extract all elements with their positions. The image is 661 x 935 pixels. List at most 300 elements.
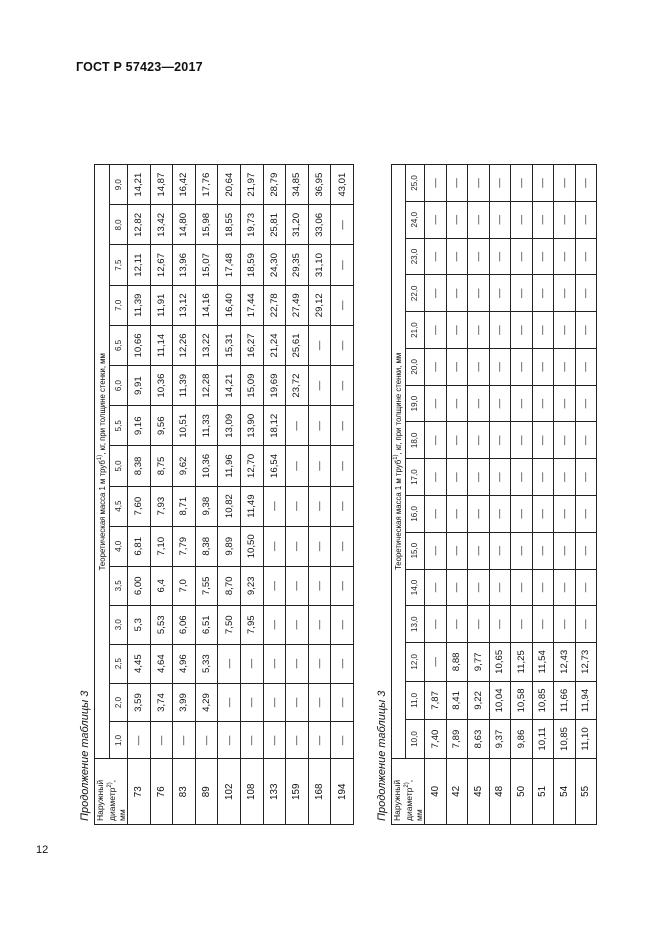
mass-cell: —: [468, 606, 490, 643]
table-block-2: [373, 164, 597, 825]
mass-cell: —: [286, 683, 309, 722]
diameter-cell: 55: [575, 758, 597, 824]
diameter-header-comma: ,: [404, 779, 414, 783]
thickness-header: 6,5: [109, 325, 127, 365]
mass-cell: 7,87: [425, 681, 447, 720]
mass-cell: —: [331, 644, 354, 683]
thickness-header: 1,0: [109, 722, 127, 759]
mass-cell: —: [575, 532, 597, 569]
thickness-header: 15,0: [405, 532, 424, 569]
mass-cell: 11,39: [128, 285, 151, 325]
table-row: [150, 165, 173, 825]
mass-cell: 10,58: [511, 681, 533, 720]
mass-cell: —: [511, 495, 533, 532]
mass-cell: —: [468, 348, 490, 385]
mass-cell: 15,31: [218, 325, 241, 365]
mass-cell: 12,70: [240, 446, 263, 486]
mass-cell: 11,25: [511, 643, 533, 682]
mass-cell: —: [308, 566, 331, 605]
footnote-mark: 1): [96, 454, 103, 461]
footnote-mark: 2): [107, 782, 113, 788]
mass-cell: 14,16: [195, 285, 218, 325]
mass-cell: 19,73: [240, 205, 263, 245]
mass-cell: —: [308, 406, 331, 446]
mass-cell: —: [575, 385, 597, 422]
mass-cell: —: [468, 532, 490, 569]
mass-cell: —: [331, 366, 354, 406]
mass-cell: —: [511, 569, 533, 606]
mass-cell: —: [575, 569, 597, 606]
mass-cell: 29,12: [308, 285, 331, 325]
mass-cell: 10,66: [128, 325, 151, 365]
mass-cell: 7,55: [195, 566, 218, 605]
diameter-header-unit: мм: [117, 809, 127, 821]
mass-cell: 18,55: [218, 205, 241, 245]
table-row: [554, 165, 576, 825]
mass-cell: —: [489, 422, 511, 459]
mass-cell: 12,28: [195, 366, 218, 406]
mass-cell: —: [532, 422, 554, 459]
mass-cell: 13,22: [195, 325, 218, 365]
mass-cell: —: [575, 201, 597, 238]
thickness-header: 23,0: [405, 238, 424, 275]
table-row: [532, 165, 554, 825]
mass-cell: 16,54: [263, 446, 286, 486]
mass-cell: 17,48: [218, 245, 241, 285]
mass-cell: —: [331, 285, 354, 325]
mass-cell: —: [489, 385, 511, 422]
mass-cell: —: [263, 566, 286, 605]
mass-cell: 7,40: [425, 720, 447, 759]
mass-cell: —: [331, 446, 354, 486]
mass-cell: 20,64: [218, 165, 241, 205]
table-caption: Продолжение таблицы 3: [79, 690, 91, 821]
super-header-text: , кг, при толщине стенки, мм: [97, 353, 107, 455]
mass-cell: 6,51: [195, 605, 218, 644]
mass-cell: 10,51: [173, 406, 196, 446]
mass-cell: —: [446, 165, 468, 202]
mass-cell: 15,98: [195, 205, 218, 245]
thickness-header: 25,0: [405, 165, 424, 202]
thickness-header: 13,0: [405, 606, 424, 643]
table-header-row: [95, 165, 110, 825]
mass-cell: —: [575, 165, 597, 202]
mass-cell: 8,38: [195, 526, 218, 566]
mass-cell: —: [218, 683, 241, 722]
mass-cell: —: [286, 406, 309, 446]
mass-cell: 6,00: [128, 566, 151, 605]
mass-cell: —: [554, 422, 576, 459]
mass-cell: 8,41: [446, 681, 468, 720]
super-header-text: Теоретическая масса 1 м труб: [97, 460, 107, 571]
mass-cell: —: [446, 606, 468, 643]
mass-cell: —: [308, 366, 331, 406]
mass-cell: 14,87: [150, 165, 173, 205]
mass-cell: —: [554, 606, 576, 643]
mass-cell: —: [446, 238, 468, 275]
mass-cell: 3,74: [150, 683, 173, 722]
thickness-header: 7,0: [109, 285, 127, 325]
thickness-header: 12,0: [405, 643, 424, 682]
mass-cell: —: [511, 312, 533, 349]
mass-cell: —: [489, 165, 511, 202]
mass-cell: 21,97: [240, 165, 263, 205]
table-row: [308, 165, 331, 825]
diameter-header: [392, 758, 425, 824]
mass-cell: —: [425, 532, 447, 569]
mass-cell: 11,91: [150, 285, 173, 325]
diameter-cell: 133: [263, 759, 286, 825]
table-row: [468, 165, 490, 825]
mass-cell: —: [511, 422, 533, 459]
mass-cell: —: [489, 569, 511, 606]
mass-cell: —: [425, 348, 447, 385]
diameter-cell: 73: [128, 759, 151, 825]
mass-cell: 14,80: [173, 205, 196, 245]
mass-cell: 19,69: [263, 366, 286, 406]
mass-cell: —: [532, 385, 554, 422]
thickness-header-row: [405, 165, 424, 825]
mass-cell: —: [263, 486, 286, 526]
table-row: [240, 165, 263, 825]
mass-cell: —: [489, 238, 511, 275]
mass-cell: —: [195, 722, 218, 759]
thickness-header-row: [109, 165, 127, 825]
mass-cell: 34,85: [286, 165, 309, 205]
thickness-header: 9,0: [109, 165, 127, 205]
mass-cell: —: [575, 495, 597, 532]
mass-cell: —: [331, 325, 354, 365]
mass-cell: —: [575, 312, 597, 349]
mass-cell: —: [532, 532, 554, 569]
mass-cell: —: [425, 606, 447, 643]
mass-cell: 8,70: [218, 566, 241, 605]
mass-cell: 9,37: [489, 720, 511, 759]
mass-table-thick-wall: [391, 164, 597, 825]
mass-cell: —: [554, 165, 576, 202]
mass-cell: 7,10: [150, 526, 173, 566]
mass-cell: —: [554, 238, 576, 275]
mass-cell: 8,63: [468, 720, 490, 759]
mass-cell: 15,09: [240, 366, 263, 406]
mass-cell: —: [575, 459, 597, 496]
table-row: [446, 165, 468, 825]
mass-cell: —: [263, 644, 286, 683]
mass-cell: 5,33: [195, 644, 218, 683]
mass-cell: 11,66: [554, 681, 576, 720]
mass-cell: 9,38: [195, 486, 218, 526]
mass-cell: —: [511, 532, 533, 569]
mass-cell: —: [532, 312, 554, 349]
mass-cell: 24,30: [263, 245, 286, 285]
mass-cell: 9,56: [150, 406, 173, 446]
table-row: [425, 165, 447, 825]
mass-cell: 17,44: [240, 285, 263, 325]
mass-cell: —: [286, 486, 309, 526]
mass-cell: —: [511, 165, 533, 202]
thickness-header: 24,0: [405, 201, 424, 238]
mass-cell: 13,90: [240, 406, 263, 446]
thickness-header: 10,0: [405, 720, 424, 759]
thickness-header: 17,0: [405, 459, 424, 496]
mass-cell: —: [425, 238, 447, 275]
mass-cell: 12,43: [554, 643, 576, 682]
mass-cell: 18,59: [240, 245, 263, 285]
mass-cell: 28,79: [263, 165, 286, 205]
thickness-header: 18,0: [405, 422, 424, 459]
mass-cell: 6,06: [173, 605, 196, 644]
mass-cell: —: [554, 385, 576, 422]
thickness-header: 8,0: [109, 205, 127, 245]
mass-cell: —: [150, 722, 173, 759]
mass-cell: —: [468, 385, 490, 422]
mass-cell: 10,36: [150, 366, 173, 406]
mass-cell: 14,21: [128, 165, 151, 205]
mass-cell: 9,23: [240, 566, 263, 605]
mass-cell: —: [468, 238, 490, 275]
mass-cell: —: [240, 644, 263, 683]
super-header-text: Теоретическая масса 1 м труб: [394, 459, 404, 571]
mass-cell: —: [489, 532, 511, 569]
mass-cell: —: [308, 644, 331, 683]
mass-cell: 7,60: [128, 486, 151, 526]
mass-cell: —: [263, 526, 286, 566]
mass-cell: —: [263, 683, 286, 722]
mass-cell: 8,38: [128, 446, 151, 486]
mass-cell: 25,81: [263, 205, 286, 245]
mass-super-header: [392, 165, 406, 759]
mass-cell: —: [446, 348, 468, 385]
mass-cell: 12,73: [575, 643, 597, 682]
mass-cell: —: [511, 606, 533, 643]
mass-cell: —: [331, 605, 354, 644]
table-caption: Продолжение таблицы 3: [376, 690, 388, 821]
thickness-header: 21,0: [405, 312, 424, 349]
mass-cell: 11,54: [532, 643, 554, 682]
diameter-header-unit: мм: [414, 809, 424, 821]
mass-cell: —: [468, 275, 490, 312]
mass-cell: —: [532, 201, 554, 238]
mass-cell: —: [554, 348, 576, 385]
mass-cell: —: [308, 325, 331, 365]
mass-cell: 7,95: [240, 605, 263, 644]
mass-cell: 11,14: [150, 325, 173, 365]
thickness-header: 14,0: [405, 569, 424, 606]
mass-cell: 9,62: [173, 446, 196, 486]
diameter-cell: 42: [446, 758, 468, 824]
mass-cell: 7,50: [218, 605, 241, 644]
mass-super-header: [95, 165, 110, 760]
mass-cell: —: [532, 495, 554, 532]
table-block-1: [76, 164, 354, 825]
mass-cell: 13,09: [218, 406, 241, 446]
mass-cell: —: [511, 348, 533, 385]
mass-cell: —: [489, 312, 511, 349]
mass-cell: 15,07: [195, 245, 218, 285]
thickness-header: 3,0: [109, 605, 127, 644]
mass-cell: —: [286, 644, 309, 683]
mass-cell: —: [575, 348, 597, 385]
mass-cell: 3,59: [128, 683, 151, 722]
mass-cell: 10,65: [489, 643, 511, 682]
footnote-mark: 1): [393, 454, 400, 460]
mass-cell: —: [425, 422, 447, 459]
mass-cell: —: [308, 605, 331, 644]
mass-cell: —: [446, 495, 468, 532]
mass-cell: 9,91: [128, 366, 151, 406]
mass-cell: 31,10: [308, 245, 331, 285]
mass-cell: —: [308, 683, 331, 722]
mass-cell: 4,96: [173, 644, 196, 683]
diameter-cell: 51: [532, 758, 554, 824]
mass-cell: —: [425, 312, 447, 349]
thickness-header: 4,5: [109, 486, 127, 526]
mass-cell: 16,40: [218, 285, 241, 325]
diameter-cell: 159: [286, 759, 309, 825]
super-header-text: , кг, при толщине стенки, мм: [394, 352, 404, 455]
mass-cell: —: [446, 422, 468, 459]
thickness-header: 22,0: [405, 275, 424, 312]
diameter-cell: 45: [468, 758, 490, 824]
mass-cell: —: [554, 201, 576, 238]
diameter-header-line1: Наружный: [95, 779, 105, 821]
mass-cell: 14,21: [218, 366, 241, 406]
table-row: [128, 165, 151, 825]
mass-cell: —: [554, 312, 576, 349]
mass-cell: —: [532, 569, 554, 606]
mass-cell: —: [489, 275, 511, 312]
mass-cell: —: [489, 606, 511, 643]
table-header-row: [392, 165, 406, 825]
mass-cell: —: [308, 446, 331, 486]
mass-cell: —: [489, 348, 511, 385]
mass-cell: —: [446, 459, 468, 496]
mass-cell: —: [218, 644, 241, 683]
mass-cell: —: [331, 526, 354, 566]
mass-cell: 17,76: [195, 165, 218, 205]
mass-cell: 43,01: [331, 165, 354, 205]
mass-cell: —: [511, 275, 533, 312]
mass-cell: —: [532, 275, 554, 312]
mass-cell: 33,06: [308, 205, 331, 245]
diameter-cell: 50: [511, 758, 533, 824]
mass-cell: 10,82: [218, 486, 241, 526]
mass-cell: 7,79: [173, 526, 196, 566]
mass-cell: —: [240, 683, 263, 722]
thickness-header: 19,0: [405, 385, 424, 422]
diameter-cell: 48: [489, 758, 511, 824]
table-row: [331, 165, 354, 825]
mass-cell: —: [425, 459, 447, 496]
footnote-mark: 2): [404, 782, 410, 788]
mass-cell: 10,85: [554, 720, 576, 759]
mass-cell: —: [489, 459, 511, 496]
diameter-header-line1: Наружный: [392, 779, 402, 821]
mass-cell: —: [286, 605, 309, 644]
mass-cell: 4,29: [195, 683, 218, 722]
thickness-header: 5,5: [109, 406, 127, 446]
mass-cell: —: [446, 275, 468, 312]
mass-cell: 23,72: [286, 366, 309, 406]
diameter-cell: 40: [425, 758, 447, 824]
mass-cell: 16,27: [240, 325, 263, 365]
mass-cell: —: [554, 569, 576, 606]
document-header: ГОСТ Р 57423—2017: [76, 60, 203, 74]
mass-cell: 7,0: [173, 566, 196, 605]
mass-cell: 8,71: [173, 486, 196, 526]
page-number: 12: [36, 844, 49, 856]
mass-cell: —: [511, 459, 533, 496]
mass-cell: 7,93: [150, 486, 173, 526]
mass-cell: —: [173, 722, 196, 759]
mass-cell: —: [511, 385, 533, 422]
diameter-header-line2: диаметр: [404, 787, 414, 821]
mass-cell: —: [331, 406, 354, 446]
table-row: [263, 165, 286, 825]
mass-cell: 31,20: [286, 205, 309, 245]
diameter-cell: 194: [331, 759, 354, 825]
mass-cell: —: [575, 275, 597, 312]
mass-cell: —: [575, 606, 597, 643]
thickness-header: 6,0: [109, 366, 127, 406]
mass-cell: 6,4: [150, 566, 173, 605]
mass-cell: —: [331, 205, 354, 245]
mass-cell: —: [532, 606, 554, 643]
mass-cell: —: [489, 495, 511, 532]
mass-cell: —: [446, 385, 468, 422]
table-row: [286, 165, 309, 825]
mass-cell: —: [511, 238, 533, 275]
mass-cell: —: [425, 643, 447, 682]
mass-cell: —: [286, 526, 309, 566]
thickness-header: 7,5: [109, 245, 127, 285]
mass-cell: —: [263, 722, 286, 759]
mass-cell: 10,85: [532, 681, 554, 720]
mass-cell: 10,36: [195, 446, 218, 486]
thickness-header: 2,0: [109, 683, 127, 722]
mass-cell: 27,49: [286, 285, 309, 325]
thickness-header: 2,5: [109, 644, 127, 683]
mass-cell: 6,81: [128, 526, 151, 566]
mass-cell: 9,22: [468, 681, 490, 720]
mass-cell: 25,61: [286, 325, 309, 365]
mass-cell: —: [554, 459, 576, 496]
mass-cell: —: [425, 495, 447, 532]
table-row: [218, 165, 241, 825]
diameter-cell: 168: [308, 759, 331, 825]
mass-cell: 3,99: [173, 683, 196, 722]
mass-cell: —: [308, 486, 331, 526]
mass-cell: 8,75: [150, 446, 173, 486]
mass-cell: —: [468, 201, 490, 238]
mass-cell: —: [425, 385, 447, 422]
mass-cell: —: [532, 238, 554, 275]
mass-cell: 13,96: [173, 245, 196, 285]
diameter-cell: 102: [218, 759, 241, 825]
diameter-cell: 83: [173, 759, 196, 825]
mass-cell: 12,82: [128, 205, 151, 245]
mass-table-thin-wall: [94, 164, 354, 825]
mass-cell: 16,42: [173, 165, 196, 205]
thickness-header: 16,0: [405, 495, 424, 532]
mass-cell: 5,53: [150, 605, 173, 644]
mass-cell: —: [446, 312, 468, 349]
mass-cell: —: [446, 201, 468, 238]
mass-cell: —: [308, 526, 331, 566]
mass-cell: —: [489, 201, 511, 238]
mass-cell: —: [240, 722, 263, 759]
mass-cell: —: [554, 275, 576, 312]
